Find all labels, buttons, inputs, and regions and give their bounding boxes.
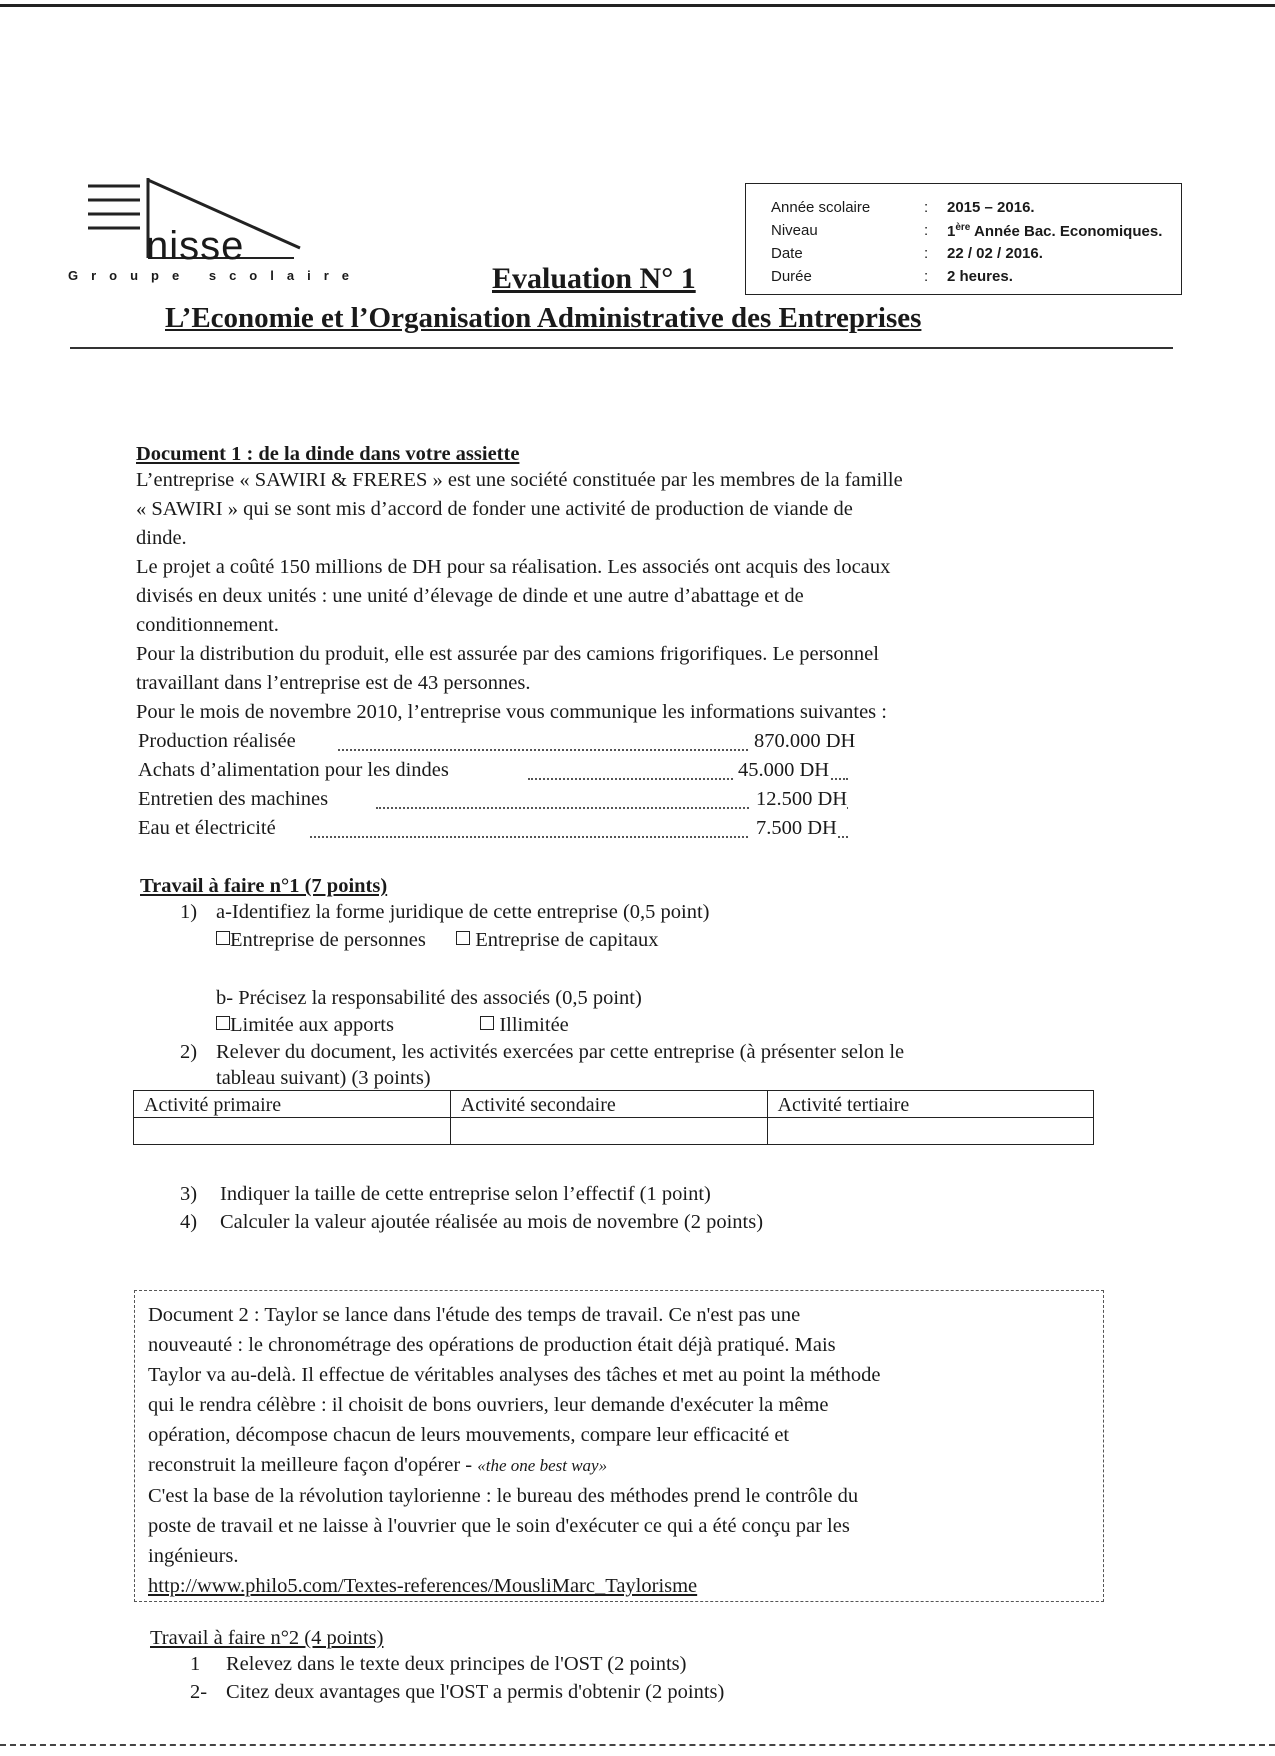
figure-label: Entretien des machines bbox=[138, 788, 329, 810]
logo-name: nisse bbox=[146, 224, 245, 268]
info-value bbox=[947, 222, 1162, 240]
info-value-text: Année Bac. Economiques. bbox=[973, 223, 1163, 240]
option-label: Entreprise de capitaux bbox=[475, 929, 659, 951]
bottom-border-line bbox=[0, 1744, 1275, 1746]
exam-info-box bbox=[745, 183, 1182, 295]
info-value-ordinal: 1 bbox=[947, 223, 956, 240]
main-title: L’Economie et l’Organisation Administrative des Entreprises bbox=[165, 302, 922, 334]
doc2-line: Taylor va au-delà. Il effectue de véritables analyses des tâches et met au point la méthode bbox=[148, 1364, 881, 1386]
work1-q2-line1: Relever du document, les activités exercées par cette entreprise (à présenter selon le bbox=[216, 1041, 905, 1063]
work1-q2-line2: tableau suivant) (3 points) bbox=[216, 1067, 431, 1089]
answer-cell-tertiary[interactable] bbox=[767, 1118, 1093, 1145]
info-value: 2 heures. bbox=[947, 268, 1013, 285]
top-border-line bbox=[0, 4, 1275, 7]
work1-q1b-options bbox=[216, 1011, 569, 1040]
work1-q3-number: 3) bbox=[180, 1183, 198, 1205]
info-sep: : bbox=[924, 268, 929, 285]
doc2-line: nouveauté : le chronométrage des opérations de production était déjà pratiqué. Mais bbox=[148, 1334, 836, 1356]
info-label: Durée bbox=[771, 268, 812, 285]
doc2-quote: «the one best way» bbox=[477, 1456, 608, 1475]
info-value-sup: ère bbox=[955, 222, 971, 233]
info-sep: : bbox=[924, 245, 929, 262]
doc2-line: C'est la base de la révolution taylorienne : le bureau des méthodes prend le contrôle du bbox=[148, 1485, 859, 1507]
info-label: Niveau bbox=[771, 222, 818, 239]
doc2-line: poste de travail et ne laisse à l'ouvrier que le soin d'exécuter ce qui a été conçu par les bbox=[148, 1515, 850, 1537]
info-value: 2015 – 2016. bbox=[947, 199, 1035, 216]
work1-q4-number: 4) bbox=[180, 1211, 198, 1233]
doc1-line: « SAWIRI » qui se sont mis d’accord de fonder une activité de production de viande de bbox=[136, 498, 853, 520]
doc1-text bbox=[136, 466, 903, 727]
figure-row bbox=[138, 756, 858, 785]
work1-q1b: b- Précisez la responsabilité des associés (0,5 point) bbox=[216, 987, 642, 1009]
doc1-line: conditionnement. bbox=[136, 614, 279, 636]
answer-cell-primary[interactable] bbox=[134, 1118, 451, 1145]
activities-table bbox=[133, 1090, 1094, 1145]
doc2-line: Document 2 : Taylor se lance dans l'étude des temps de travail. Ce n'est pas une bbox=[148, 1304, 801, 1326]
doc2-line: opération, décompose chacun de leurs mouvements, compare leur efficacité et bbox=[148, 1424, 790, 1446]
table-header-row bbox=[134, 1091, 1094, 1118]
table-header-cell: Activité tertiaire bbox=[767, 1091, 1093, 1118]
doc2-line6-text: reconstruit la meilleure façon d'opérer - bbox=[148, 1454, 478, 1476]
work2-q1-number: 1 bbox=[190, 1653, 201, 1675]
option-label: Illimitée bbox=[499, 1014, 569, 1036]
table-header-cell: Activité secondaire bbox=[450, 1091, 767, 1118]
work1-q1-number: 1) bbox=[180, 901, 198, 923]
work1-q2-number: 2) bbox=[180, 1041, 198, 1063]
doc2-line: qui le rendra célèbre : il choisit de bons ouvriers, leur demande d'exécuter la même bbox=[148, 1394, 829, 1416]
checkbox-limitee[interactable] bbox=[216, 1016, 230, 1030]
option-label: Entreprise de personnes bbox=[230, 929, 426, 951]
figure-label: Achats d’alimentation pour les dindes bbox=[138, 759, 449, 781]
figure-label: Eau et électricité bbox=[138, 817, 276, 839]
work1-q3: Indiquer la taille de cette entreprise selon l’effectif (1 point) bbox=[220, 1183, 711, 1205]
school-logo bbox=[68, 178, 362, 293]
work1-q1a: a-Identifiez la forme juridique de cette entreprise (0,5 point) bbox=[216, 901, 710, 923]
title-divider bbox=[70, 347, 1173, 349]
figure-row bbox=[138, 814, 858, 843]
work1-q1a-options bbox=[216, 926, 658, 955]
answer-cell-secondary[interactable] bbox=[450, 1118, 767, 1145]
info-value: 22 / 02 / 2016. bbox=[947, 245, 1043, 262]
work2-q2: Citez deux avantages que l'OST a permis d'obtenir (2 points) bbox=[226, 1681, 725, 1703]
work2-q2-number: 2- bbox=[190, 1681, 208, 1703]
figure-value: 45.000 DH bbox=[734, 756, 829, 785]
doc1-line: L’entreprise « SAWIRI & FRERES » est une société constituée par les membres de la famille bbox=[136, 469, 903, 491]
info-label: Année scolaire bbox=[771, 199, 871, 216]
work1-q4: Calculer la valeur ajoutée réalisée au mois de novembre (2 points) bbox=[220, 1211, 764, 1233]
checkbox-personnes[interactable] bbox=[216, 931, 230, 945]
doc1-line: divisés en deux unités : une unité d’élevage de dinde et une autre d’abattage et de bbox=[136, 585, 804, 607]
checkbox-capitaux[interactable] bbox=[456, 931, 470, 945]
figure-row bbox=[138, 727, 858, 756]
doc1-heading: Document 1 : de la dinde dans votre assiette bbox=[136, 443, 520, 465]
doc2-line: ingénieurs. bbox=[148, 1545, 239, 1567]
info-sep: : bbox=[924, 199, 929, 216]
info-label: Date bbox=[771, 245, 803, 262]
doc1-line: Le projet a coûté 150 millions de DH pour sa réalisation. Les associés ont acquis des locaux bbox=[136, 556, 891, 578]
logo-subtitle: Groupe scolaire bbox=[68, 268, 362, 283]
doc1-line: Pour la distribution du produit, elle est assurée par des camions frigorifiques. Le personnel bbox=[136, 643, 879, 665]
table-answer-row bbox=[134, 1118, 1094, 1145]
doc1-figures bbox=[138, 727, 858, 847]
figure-row bbox=[138, 785, 858, 814]
option-label: Limitée aux apports bbox=[230, 1014, 394, 1036]
work2-q1: Relevez dans le texte deux principes de l'OST (2 points) bbox=[226, 1653, 687, 1675]
figure-value: 870.000 DH bbox=[748, 727, 855, 756]
doc2-line bbox=[148, 1450, 880, 1481]
doc2-source-link[interactable]: http://www.philo5.com/Textes-references/MousliMarc_Taylorisme bbox=[148, 1575, 698, 1597]
evaluation-title: Evaluation N° 1 bbox=[492, 262, 696, 295]
work1-heading: Travail à faire n°1 (7 points) bbox=[140, 875, 388, 897]
table-header-cell: Activité primaire bbox=[134, 1091, 451, 1118]
info-sep: : bbox=[924, 222, 929, 239]
checkbox-illimitee[interactable] bbox=[480, 1016, 494, 1030]
work2-heading: Travail à faire n°2 (4 points) bbox=[150, 1627, 384, 1649]
figure-value: 12.500 DH bbox=[750, 785, 847, 814]
doc1-line: dinde. bbox=[136, 527, 187, 549]
doc2-text bbox=[148, 1300, 880, 1601]
doc1-line: Pour le mois de novembre 2010, l’entreprise vous communique les informations suivantes : bbox=[136, 701, 887, 723]
figure-label: Production réalisée bbox=[138, 730, 296, 752]
doc1-line: travaillant dans l’entreprise est de 43 personnes. bbox=[136, 672, 531, 694]
figure-value: 7.500 DH bbox=[750, 814, 837, 843]
